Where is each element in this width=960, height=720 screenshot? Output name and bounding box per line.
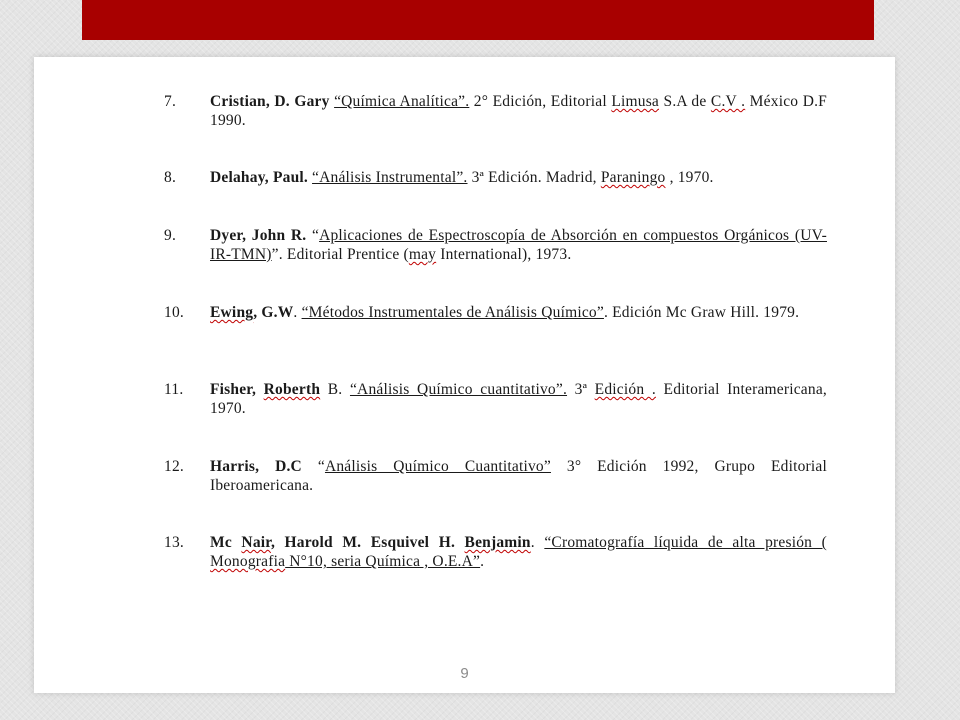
reference-author: Dyer, John R. xyxy=(210,227,307,244)
reference-author: Cristian, D. Gary xyxy=(210,93,330,110)
reference-number: 7. xyxy=(164,93,177,110)
reference-author: Mc xyxy=(210,534,242,551)
reference-title: “Análisis Químico cuantitativo”. xyxy=(349,381,568,398)
reference-8: 8. Delahay, Paul. “Análisis Instrumental”. 3ª Edición. Madrid, Paraningo , 1970. xyxy=(164,169,714,186)
reference-author: Ewing xyxy=(210,304,254,321)
reference-number: 8. xyxy=(164,169,177,186)
reference-title: Análisis Químico Cuantitativo” xyxy=(324,458,551,475)
reference-author: Delahay, Paul. xyxy=(210,169,308,186)
reference-13: 13. Mc Nair, Harold M. Esquivel H. Benjamin. “Cromatografía líquida de alta presión ( Monografia N°10, seria Química , O.E.A”. xyxy=(164,534,827,570)
reference-title: “Cromatografía líquida de alta presión ( xyxy=(544,534,827,551)
reference-9: 9. Dyer, John R. “Aplicaciones de Espectroscopía de Absorción en compuestos Orgánicos (UV-IR-TMN)”. Editorial Prentice (may International), 1973. xyxy=(164,227,827,263)
reference-11: 11. Fisher, Roberth B. “Análisis Químico cuantitativo”. 3ª Edición . Editorial Interamericana, 1970. xyxy=(164,381,827,417)
reference-author: Fisher, xyxy=(210,381,264,398)
reference-title: “Métodos Instrumentales de Análisis Químico” xyxy=(301,304,604,321)
header-bar xyxy=(82,0,874,40)
reference-10: 10. Ewing, G.W. “Métodos Instrumentales de Análisis Químico”. Edición Mc Graw Hill. 1979. xyxy=(164,304,800,321)
reference-number: 11. xyxy=(164,381,184,398)
slide xyxy=(34,57,895,693)
reference-12: 12. Harris, D.C “Análisis Químico Cuantitativo” 3° Edición 1992, Grupo Editorial Iberoamericana. xyxy=(164,458,828,494)
reference-title: “Química Analítica”. xyxy=(334,93,470,110)
reference-number: 12. xyxy=(164,458,184,475)
reference-number: 13. xyxy=(164,534,184,551)
reference-number: 10. xyxy=(164,304,184,321)
reference-7: 7. Cristian, D. Gary “Química Analítica”. 2° Edición, Editorial Limusa S.A de C.V . México D.F 1990. xyxy=(164,93,827,129)
reference-title: Aplicaciones de Espectroscopía de Absorción en compuestos Orgánicos (UV-IR-TMN) xyxy=(210,227,827,263)
reference-title: “Análisis Instrumental”. xyxy=(312,169,468,186)
reference-number: 9. xyxy=(164,227,177,244)
page-number: 9 xyxy=(460,665,469,682)
reference-author: Harris, D.C xyxy=(210,458,302,475)
